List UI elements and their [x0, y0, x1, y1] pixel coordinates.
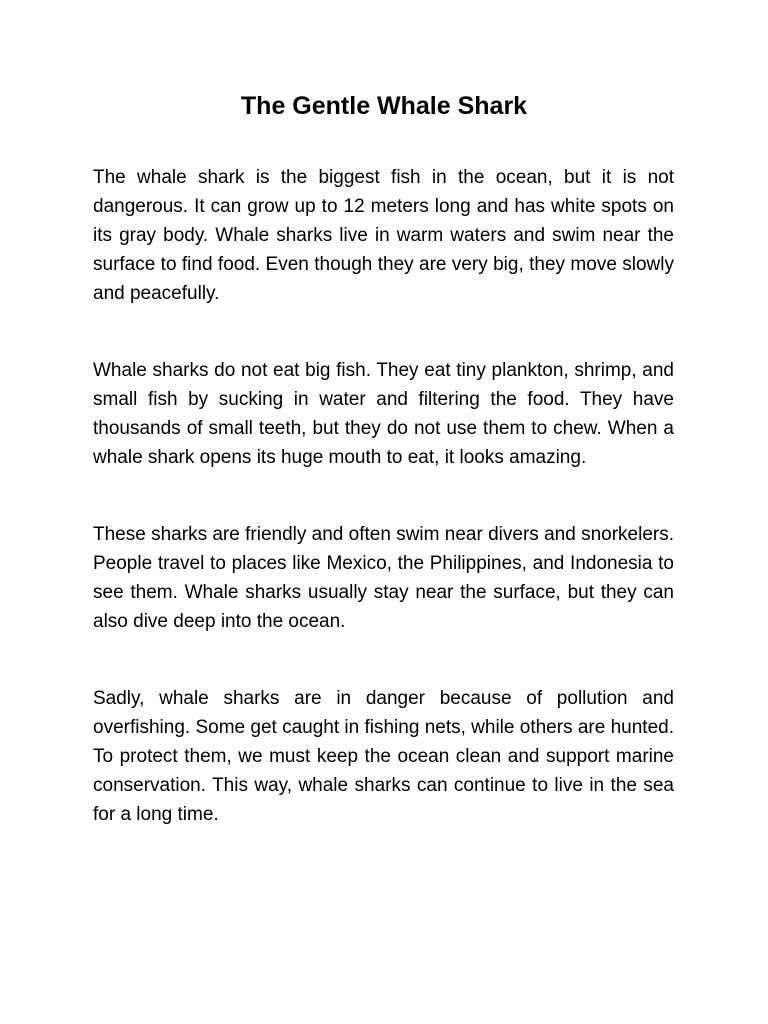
- paragraph-intro: The whale shark is the biggest fish in the ocean, but it is not dangerous. It can grow up to 12 meters long and has white spots on its gray body. Whale sharks live in warm waters and swim near the surface to find food. Even though they are very big, they move slowly and peacefully.: [93, 167, 674, 304]
- document-body: [93, 163, 674, 877]
- paragraph-behavior: These sharks are friendly and often swim near divers and snorkelers. People travel to places like Mexico, the Philippines, and Indonesia to see them. Whale sharks usually stay near the surface, but they can also dive deep into the ocean.: [93, 524, 674, 632]
- paragraph-conservation: Sadly, whale sharks are in danger because of pollution and overfishing. Some get caught in fishing nets, while others are hunted. To protect them, we must keep the ocean clean and support marine conservation. This way, whale sharks can continue to live in the sea for a long time.: [93, 688, 674, 825]
- document-title: The Gentle Whale Shark: [240, 92, 528, 120]
- paragraph-diet: Whale sharks do not eat big fish. They eat tiny plankton, shrimp, and small fish by sucking in water and filtering the food. They have thousands of small teeth, but they do not use them to chew. When a whale shark opens its huge mouth to eat, it looks amazing.: [93, 360, 674, 468]
